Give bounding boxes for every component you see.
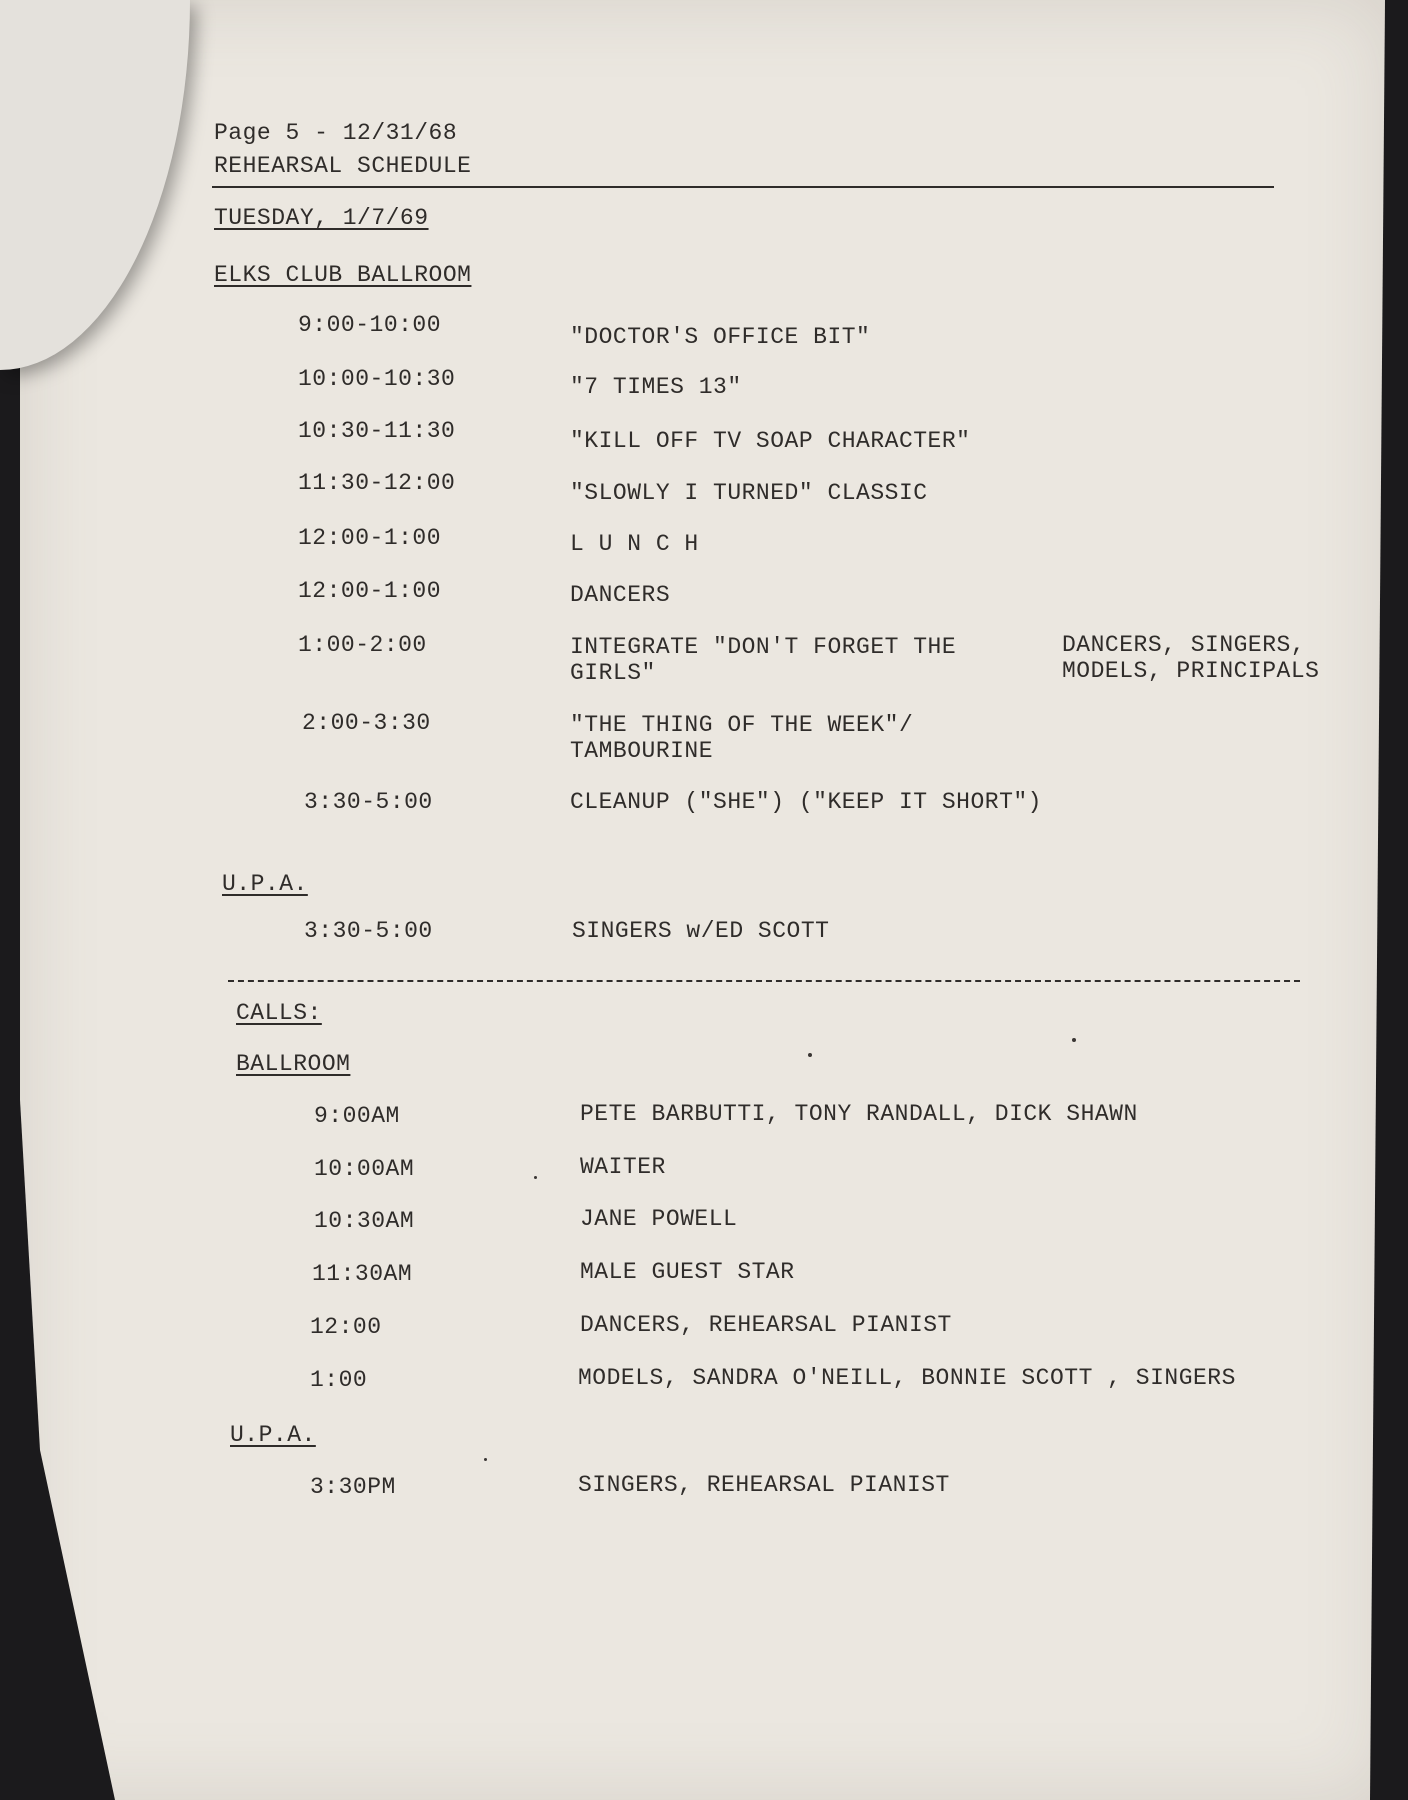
schedule-item-line2: TAMBOURINE xyxy=(570,738,714,764)
schedule-time: 12:00-1:00 xyxy=(298,525,442,551)
schedule-item-line1: INTEGRATE "DON'T FORGET THE xyxy=(570,634,957,660)
schedule-item: "DOCTOR'S OFFICE BIT" xyxy=(570,324,871,350)
call-who: WAITER xyxy=(580,1154,666,1180)
schedule-item: "7 TIMES 13" xyxy=(570,374,742,400)
schedule-time: 10:30-11:30 xyxy=(298,418,456,444)
paper-speck xyxy=(484,1458,487,1461)
day-heading: TUESDAY, 1/7/69 xyxy=(214,205,429,231)
ballroom-heading: BALLROOM xyxy=(236,1051,351,1077)
call-who: JANE POWELL xyxy=(580,1206,738,1232)
call-time: 10:30AM xyxy=(314,1208,415,1234)
schedule-item: DANCERS xyxy=(570,582,671,608)
call-time: 11:30AM xyxy=(312,1261,413,1287)
schedule-time: 1:00-2:00 xyxy=(298,632,427,658)
call-time: 12:00 xyxy=(310,1314,382,1340)
schedule-time: 12:00-1:00 xyxy=(298,578,442,604)
schedule-item: "SLOWLY I TURNED" CLASSIC xyxy=(570,480,928,506)
schedule-item-line1: "THE THING OF THE WEEK"/ xyxy=(570,712,914,738)
call-who: DANCERS, REHEARSAL PIANIST xyxy=(580,1312,952,1338)
schedule-time: 9:00-10:00 xyxy=(298,312,442,338)
header-rule xyxy=(212,186,1274,188)
call-time: 9:00AM xyxy=(314,1103,400,1129)
schedule-item: CLEANUP ("SHE") ("KEEP IT SHORT") xyxy=(570,789,1042,815)
call-who: MALE GUEST STAR xyxy=(580,1259,795,1285)
schedule-time: 11:30-12:00 xyxy=(298,470,456,496)
schedule-item: L U N C H xyxy=(570,531,699,557)
call-time: 3:30PM xyxy=(310,1474,396,1500)
schedule-time: 3:30-5:00 xyxy=(304,789,433,815)
schedule-item: "KILL OFF TV SOAP CHARACTER" xyxy=(570,428,971,454)
schedule-time: 2:00-3:30 xyxy=(302,710,431,736)
venue-heading: ELKS CLUB BALLROOM xyxy=(214,262,472,288)
upa-time: 3:30-5:00 xyxy=(304,918,433,944)
schedule-who-line1: DANCERS, SINGERS, xyxy=(1062,632,1306,658)
schedule-time: 10:00-10:30 xyxy=(298,366,456,392)
schedule-item-line2: GIRLS" xyxy=(570,660,656,686)
calls-upa-heading: U.P.A. xyxy=(230,1422,316,1448)
call-who: PETE BARBUTTI, TONY RANDALL, DICK SHAWN xyxy=(580,1101,1138,1127)
upa-item: SINGERS w/ED SCOTT xyxy=(572,918,830,944)
dashed-separator xyxy=(228,980,1300,982)
calls-heading: CALLS: xyxy=(236,1000,322,1026)
call-time: 1:00 xyxy=(310,1367,368,1393)
schedule-who-line2: MODELS, PRINCIPALS xyxy=(1062,658,1320,684)
upa-heading: U.P.A. xyxy=(222,871,308,897)
paper-speck xyxy=(534,1176,537,1179)
call-who: MODELS, SANDRA O'NEILL, BONNIE SCOTT , SINGERS xyxy=(578,1365,1236,1391)
paper-speck xyxy=(1072,1038,1076,1042)
call-who: SINGERS, REHEARSAL PIANIST xyxy=(578,1472,950,1498)
schedule-title: REHEARSAL SCHEDULE xyxy=(214,153,472,179)
page-line: Page 5 - 12/31/68 xyxy=(214,120,458,146)
paper-speck xyxy=(808,1053,812,1057)
call-time: 10:00AM xyxy=(314,1156,415,1182)
